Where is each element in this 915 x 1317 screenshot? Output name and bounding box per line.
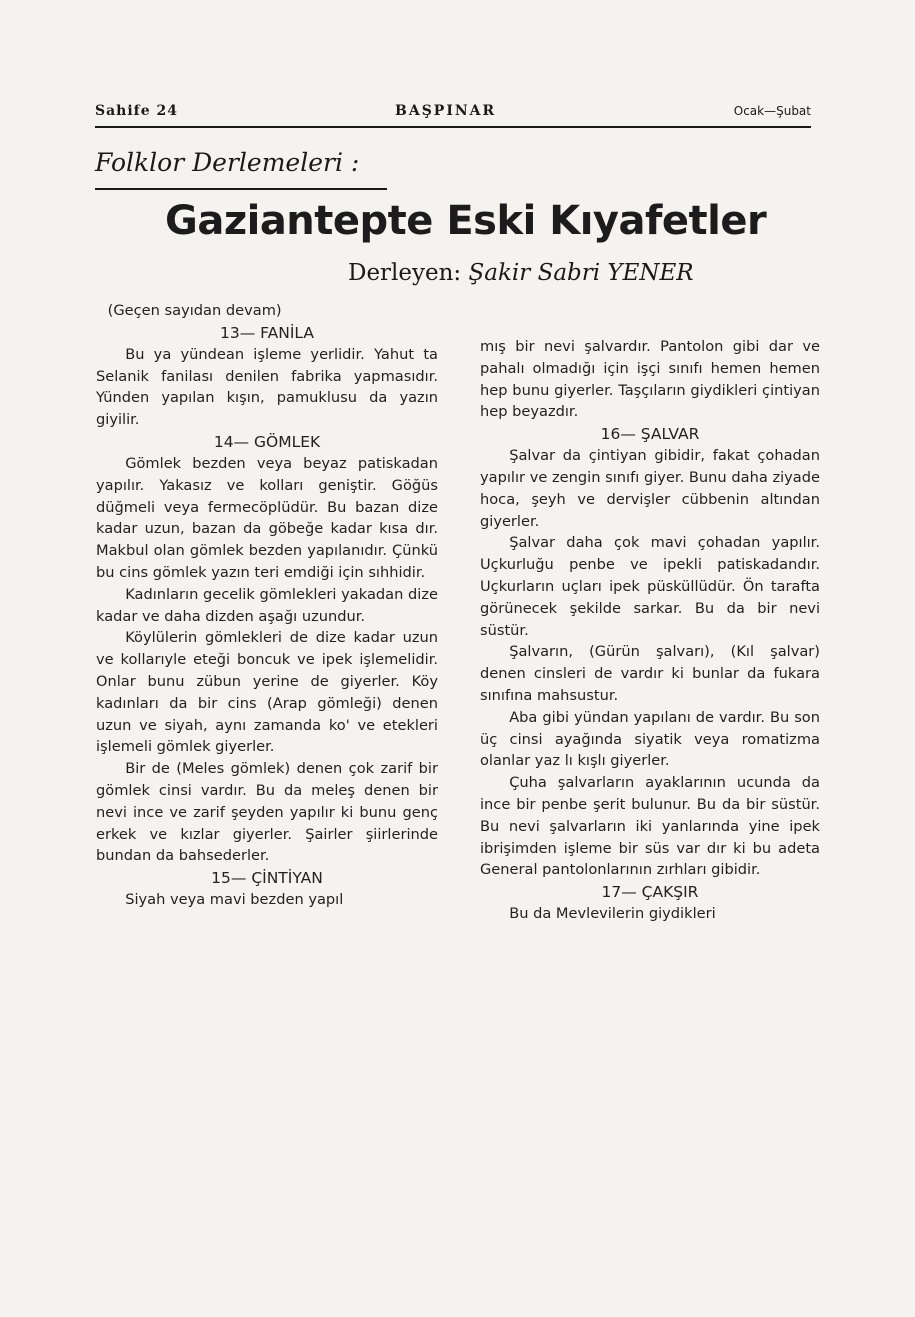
paragraph: Şalvarın, (Gürün şalvarı), (Kıl şalvar) denen cinsleri de vardır ki bunlar da fukara sınıfına mahsustur.	[480, 643, 820, 704]
paragraph: Siyah veya mavi bezden yapıl	[125, 891, 344, 909]
paragraph: Aba gibi yündan yapılanı de vardır. Bu son üç cinsi ayağında siyatik veya romatizma olanlar yaz lı kışlı giyerler.	[480, 708, 820, 770]
paragraph: Kadınların gecelik gömlekleri yakadan dize kadar ve daha dizden aşağı uzundur.	[96, 585, 438, 625]
section-heading: 14— GÖMLEK	[213, 432, 321, 451]
section-heading: 13— FANİLA	[219, 323, 314, 342]
page-header	[95, 100, 811, 122]
section-heading: 16— ŞALVAR	[600, 425, 700, 444]
paragraph: Şalvar da çintiyan gibidir, fakat çohadan yapılır ve zengin sınıfı giyer. Bunu daha ziyade hoca, şeyh ve dervişler cübbenin altından giyerler.	[480, 447, 820, 530]
right-column	[480, 336, 820, 925]
left-column	[96, 300, 438, 911]
section-heading: 17— ÇAKŞIR	[601, 883, 699, 902]
section-underline	[95, 188, 387, 190]
section-title: Folklor Derlemeleri :	[95, 148, 360, 177]
byline	[348, 260, 694, 286]
paragraph: Gömlek bezden veya beyaz patiskadan yapılır. Yakasız ve kolları geniştir. Göğüs düğmeli veya fermecöplüdür. Bu bazan dize kadar uzun, bazan da göbeğe kadar kısa dır. Makbul olan gömlek bezden yapılanıdır. Çünkü bu cins gömlek yazın teri emdiği için sıhhidir.	[96, 454, 438, 581]
section-heading: 15— ÇİNTİYAN	[211, 869, 323, 888]
paragraph: Bir de (Meles gömlek) denen çok zarif bir gömlek cinsi vardır. Bu da meleş denen bir nevi ince ve zarif şeyden yapılır ki bunu genç erkek ve kızlar giyerler. Şairler şiirlerinde bundan da bahsederler.	[96, 760, 438, 865]
byline-author: Şakir Sabri YENER	[468, 260, 694, 286]
paragraph: Köylülerin gömlekleri de dize kadar uzun ve kollarıyle eteği boncuk ve ipek işlemelidir. Onlar bunu zübun yerine de giyerler. Köy kadınları da bir cins (Arap gömleği) denen uzun ve siyah, aynı zamanda ko' ve etekleri işlemeli gömlek giyerler.	[96, 629, 438, 756]
article-title: Gaziantepte Eski Kıyafetler	[165, 198, 767, 244]
byline-prefix: Derleyen:	[348, 260, 462, 286]
paragraph: Bu ya yündean işleme yerlidir. Yahut ta Selanik fanilası denilen fabrika yapmasıdır. Yünden yapılan kışın, pamuklusu da yazın giyilir.	[96, 345, 438, 429]
page-number: Sahife 24	[95, 103, 178, 119]
paragraph: Şalvar daha çok mavi çohadan yapılır. Uçkurluğu penbe ve ipekli patiskadandır. Uçkurların uçları ipek püsküllüdür. Ön tarafta görünecek şekilde sarkar. Bu da bir nevi süstür.	[480, 534, 820, 639]
paragraph: Çuha şalvarların ayaklarının ucunda da ince bir penbe şerit bulunur. Bu da bir süstür. Bu nevi şalvarların iki yanlarında yine ipek ibrişimden işleme bir süs var dır ki bu adeta General pantolonlarının zırhları gibidir.	[480, 774, 820, 879]
header-divider	[95, 126, 811, 128]
journal-name: BAŞPINAR	[395, 103, 497, 119]
paragraph: Bu da Mevlevilerin giydikleri	[509, 905, 716, 923]
continued-note: (Geçen sayıdan devam)	[107, 302, 282, 319]
paragraph: mış bir nevi şalvardır. Pantolon gibi dar ve pahalı olmadığı için işçi sınıfı hemen hemen hep bunu giyerler. Taşçıların giydikleri çintiyan hep beyazdır.	[480, 338, 820, 421]
issue-date: Ocak—Şubat	[733, 104, 811, 118]
